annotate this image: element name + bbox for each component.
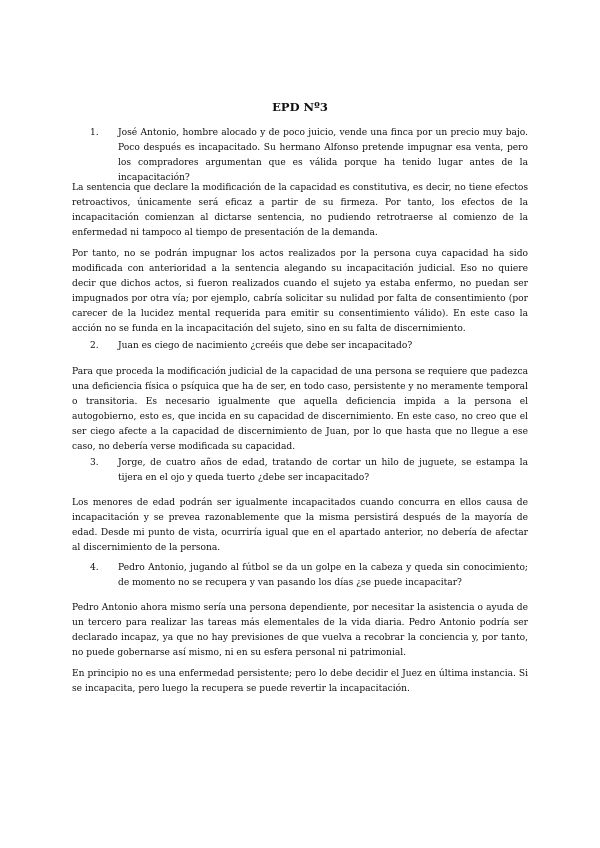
question-text: Juan es ciego de nacimiento ¿creéis que debe ser incapacitado? [118,341,413,351]
question-4 [90,561,528,591]
answer-3-paragraph-1: Los menores de edad podrán ser igualmente incapacitados cuando concurra en ellos causa de incapacitación y se prevea razonablemente que la misma persistirá después de la mayoría de edad. Desde mi punto de vista, ocurriría igual que en el apartado anterior, no debería de afectar al discernimiento de la persona. [72,498,528,553]
document-title: EPD Nº3 [272,100,328,114]
answer-2-paragraph-1: Para que proceda la modificación judicial de la capacidad de una persona se requiere que padezca una deficiencia física o psíquica que ha de ser, en todo caso, persistente y no meramente temporal o transitoria. Es necesario igualmente que aquella deficiencia impida a la persona el autogobierno, esto es, que incida en su capacidad de discernimiento. En este caso, no creo que el ser ciego afecte a la capacidad de discernimiento de Juan, por lo que hasta que no llegue a ese caso, no debería verse modificada su capacidad. [72,367,528,452]
question-text: Pedro Antonio, jugando al fútbol se da un golpe en la cabeza y queda sin conocimiento; de momento no se recupera y van pasando los días ¿se puede incapacitar? [118,563,528,588]
question-number: 1. [90,128,99,138]
question-2 [90,339,528,354]
question-number: 3. [90,458,99,468]
question-3 [90,456,528,486]
question-number: 4. [90,563,99,573]
question-text: José Antonio, hombre alocado y de poco juicio, vende una finca por un precio muy bajo. Poco después es incapacitado. Su hermano Alfonso pretende impugnar esa venta, pero los compradores argumentan que es válida porque ha tenido lugar antes de la incapacitación? [118,128,528,183]
question-1 [90,126,528,186]
answer-1-paragraph-2: Por tanto, no se podrán impugnar los actos realizados por la persona cuya capacidad ha sido modificada con anterioridad a la sentencia alegando su incapacitación judicial. Eso no quiere decir que dichos actos, si fueron realizados cuando el sujeto ya estaba enfermo, no puedan ser impugnados por otra vía; por ejemplo, cabría solicitar su nulidad por falta de consentimiento (por carecer de la lucidez mental requerida para emitir su consentimiento válido). En este caso la acción no se funda en la incapacitación del sujeto, sino en su falta de discernimiento. [72,249,528,334]
question-text: Jorge, de cuatro años de edad, tratando de cortar un hilo de juguete, se estampa la tijera en el ojo y queda tuerto ¿debe ser incapacitado? [118,458,528,483]
answer-4-paragraph-2: En principio no es una enfermedad persistente; pero lo debe decidir el Juez en última instancia. Si se incapacita, pero luego la recupera se puede revertir la incapacitación. [72,669,528,694]
answer-4-paragraph-1: Pedro Antonio ahora mismo sería una persona dependiente, por necesitar la asistencia o ayuda de un tercero para realizar las tareas más elementales de la vida diaria. Pedro Antonio podría ser declarado incapaz, ya que no hay previsiones de que vuelva a recobrar la conciencia y, por tanto, no puede gobernarse así mismo, ni en su esfera personal ni patrimonial. [72,603,528,658]
question-number: 2. [90,341,99,351]
answer-1-paragraph-1: La sentencia que declare la modificación de la capacidad es constitutiva, es decir, no tiene efectos retroactivos, únicamente será eficaz a partir de su firmeza. Por tanto, los efectos de la incapacitación comienzan al dictarse sentencia, no pudiendo retrotraerse al comienzo de la enfermedad ni tampoco al tiempo de presentación de la demanda. [72,183,528,238]
